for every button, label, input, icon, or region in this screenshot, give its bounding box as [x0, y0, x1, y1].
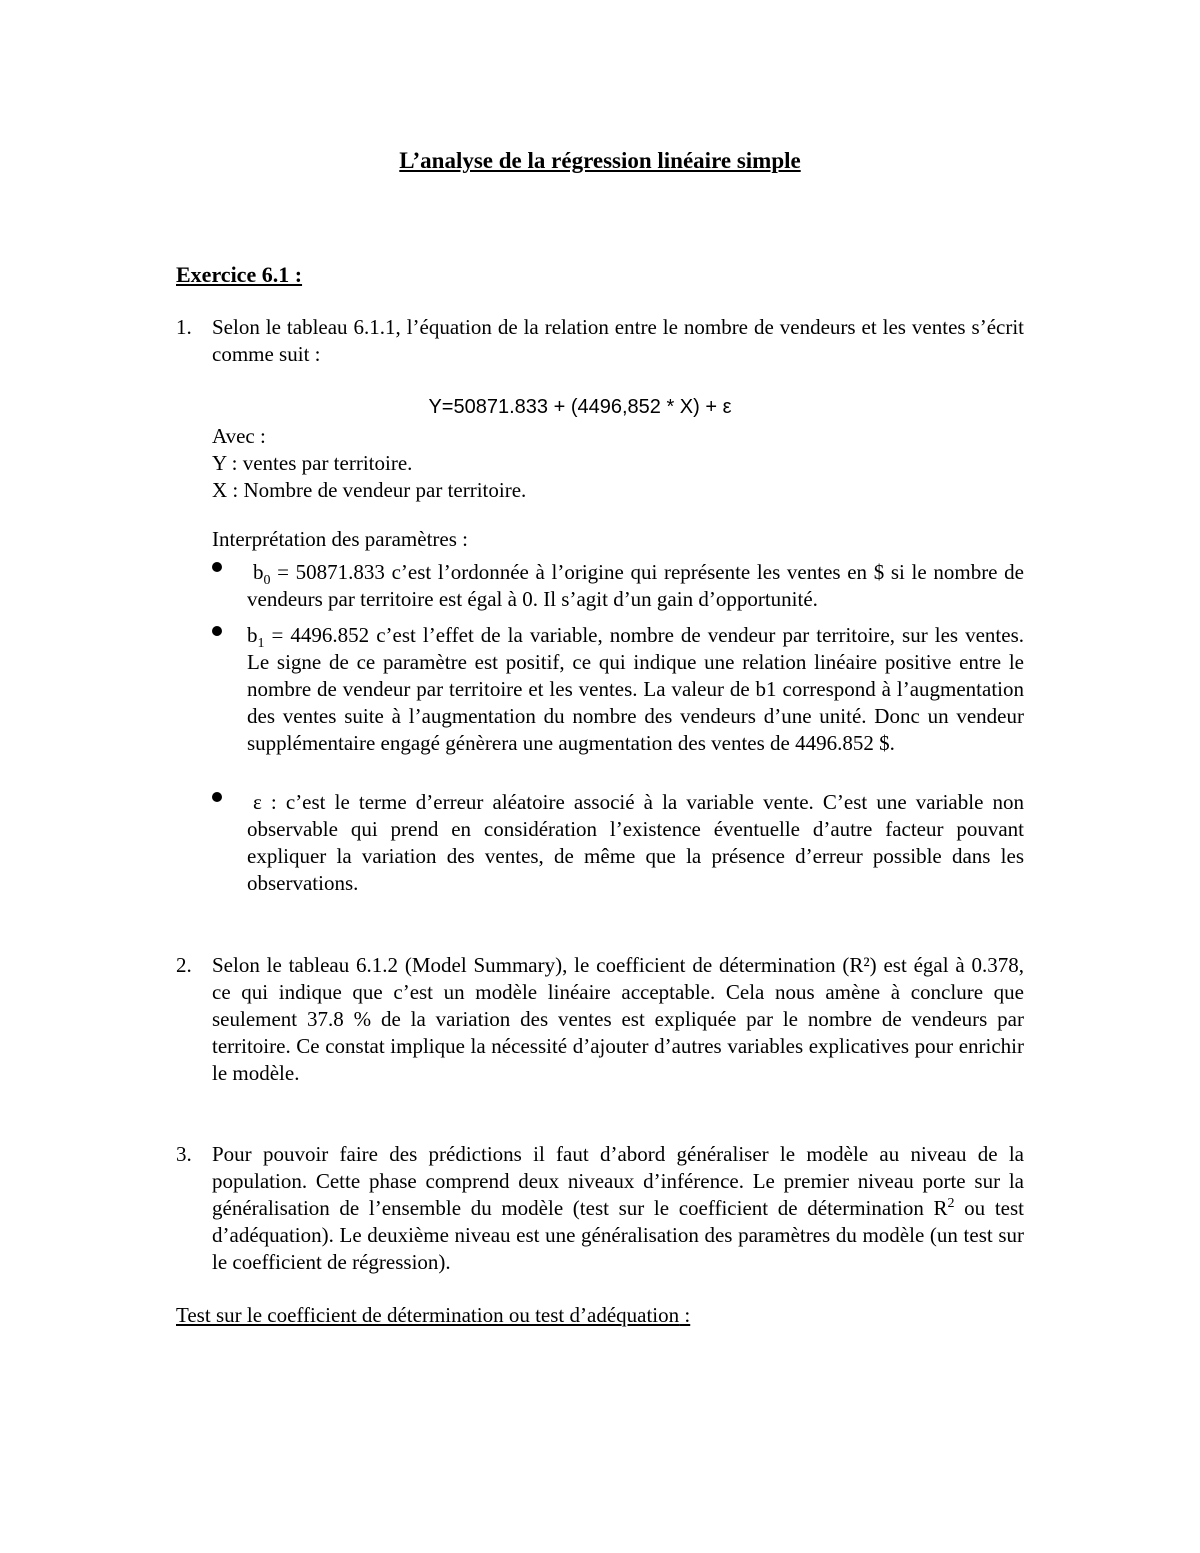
definition-y: Y : ventes par territoire.: [212, 451, 413, 475]
b0-text: = 50871.833 c’est l’ordonnée à l’origine qui représente les ventes en $ si le nombre de vendeurs par territoire est égal à 0. Il s’agit d’un gain d’opportunité.: [247, 560, 1024, 611]
item-3-text-part1: Pour pouvoir faire des prédictions il faut d’abord généraliser le modèle au niveau de la population. Cette phase comprend deux niveaux d’inférence. Le premier niveau porte sur la généralisation de l’ensemble du modèle (test sur le coefficient de détermination R: [212, 1142, 1024, 1220]
item-3-text-part2: ou test d’adéquation). Le deuxième niveau est une généralisation des paramètres du modèle (un test sur le coefficient de régression).: [212, 1196, 1024, 1274]
b1-subscript: 1: [257, 636, 265, 652]
b1-text: = 4496.852 c’est l’effet de la variable, nombre de vendeur par territoire, sur les ventes. Le signe de ce paramètre est positif, ce qui indique une relation linéaire positive entre le nombre de vendeur par territoire et les ventes. La valeur de b1 correspond à l’augmentation des ventes suite à l’augmentation du nombre des vendeurs d’une unité. Donc un vendeur supplémentaire engagé génèrera une augmentation des ventes de 4496.852 $.: [247, 623, 1024, 755]
bullet-epsilon: ε : c’est le terme d’erreur aléatoire associé à la variable vente. C’est une variable non observable qui prend en considération l’existence éventuelle d’autre facteur pouvant expliquer la variation des ventes, de même que la présence d’erreur possible dans les observations.: [247, 790, 1024, 895]
test-heading-text: Test sur le coefficient de détermination ou test d’adéquation: [176, 1303, 680, 1327]
bullet-b0: [247, 559, 1024, 613]
definition-x: X : Nombre de vendeur par territoire.: [212, 478, 527, 502]
bullet-icon: [212, 792, 222, 802]
b0-symbol: b: [253, 560, 264, 584]
item-1-number: 1.: [176, 315, 192, 339]
b0-subscript: 0: [263, 573, 271, 589]
item-3-number: 3.: [176, 1142, 192, 1166]
bullet-icon: [212, 562, 222, 572]
item-2-text: Selon le tableau 6.1.2 (Model Summary), le coefficient de détermination (R²) est égal à 0.378, ce qui indique que c’est un modèle linéaire acceptable. Cela nous amène à conclure que seulement 37.8 % de la variation des ventes est expliquée par le nombre de vendeurs par territoire. Ce constat implique la nécessité d’ajouter d’autres variables explicatives pour enrichir le modèle.: [212, 953, 1024, 1085]
test-heading: [176, 1302, 690, 1329]
item-3-text: [212, 1141, 1024, 1276]
test-heading-suffix: :: [679, 1303, 691, 1327]
regression-equation: Y=50871.833 + (4496,852 * X) + ε: [428, 396, 732, 418]
item-2-number: 2.: [176, 953, 192, 977]
r-squared-superscript: 2: [947, 1196, 955, 1211]
bullet-icon: [212, 626, 222, 636]
document-title: L’analyse de la régression linéaire simple: [399, 148, 801, 173]
bullet-b1: [247, 622, 1024, 757]
item-1-text: Selon le tableau 6.1.1, l’équation de la relation entre le nombre de vendeurs et les ventes s’écrit comme suit :: [212, 315, 1024, 366]
avec-label: Avec :: [212, 424, 266, 448]
exercise-heading: Exercice 6.1 :: [176, 262, 303, 287]
interpretation-heading: Interprétation des paramètres :: [212, 527, 468, 551]
b1-symbol: b: [247, 623, 258, 647]
